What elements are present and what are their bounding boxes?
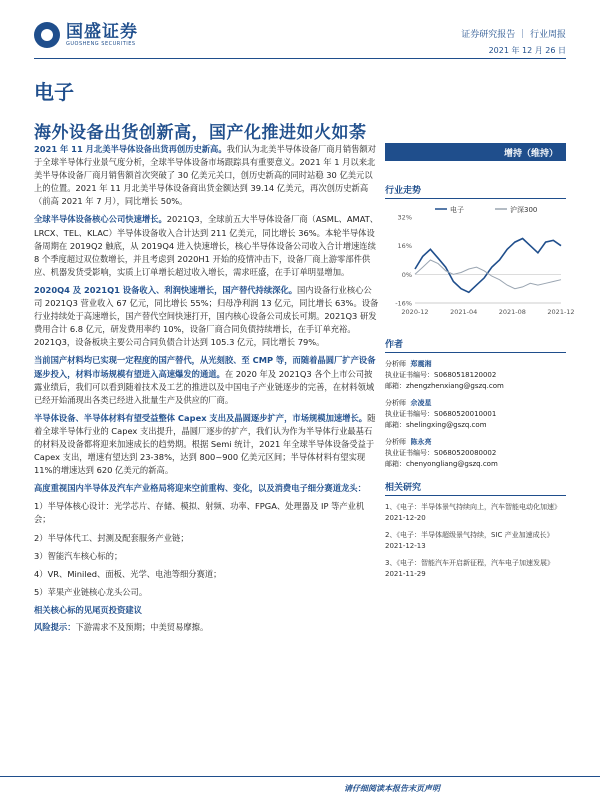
paragraph-lead: 当前国产材料均已实现一定程度的国产替代，从光刻胶、至 CMP 等，而随着晶圆厂扩产设备逐步投入，材料市场规模有望进入高速爆发的通道。 [34,355,376,379]
list-item: 1）半导体核心设计：光学芯片、存储、模拟、射频、功率、FPGA、处理器及 IP 等产业机会； [34,501,365,525]
page-footer [0,776,600,800]
list-item: 5）苹果产业链核心龙头公司。 [34,586,148,597]
analyst-email: 邮箱：zhengzhenxiang@gszq.com [385,382,504,390]
related-report[interactable]: 2、《电子：半导体超级景气持续，SIC 产业加速成长》 2021-12-13 [385,531,554,550]
legend-label: 沪深300 [510,206,538,214]
paragraph [34,482,379,495]
analyst-cert: 执业证书编号：S0680518120002 [385,371,497,379]
sidebar [385,143,575,580]
analyst-block: 分析师 佘凌星 执业证书编号：S0680520010001 邮箱：shelingxing@gszq.com [385,398,566,431]
trend-chart [385,203,575,323]
x-tick-label: 2020-12 [401,308,429,316]
x-tick-label: 2021-12 [547,308,575,316]
analyst-name: 郑震湘 [410,360,432,368]
related-targets: 相关核心标的见尾页投资建议 [34,604,142,615]
authors-heading: 作者 [385,337,566,353]
paragraph [34,213,379,278]
x-tick-label: 2021-08 [498,308,526,316]
risk-label: 风险提示： [34,622,76,632]
header-divider [34,58,566,59]
paragraph [34,354,379,406]
paragraph-lead: 2021 年 11 月北美半导体设备出货再创历史新高。 [34,144,227,154]
paragraph [34,143,379,208]
y-tick-label: -16% [395,299,412,308]
paragraph-text: 2021Q3，全球前五大半导体设备厂商（ASML、AMAT、LRCX、TEL、KLAC）半导体设备收入合计达到 211 亿美元，同比增长 36%。本轮半导体设备周期在 2019Q2 触底，从 2019Q4 进入快速增长，核心半导体设备公司收入合计增速连续 8 个季度超过双位数增长，并且考虑到 2020H1 开始的疫情冲击下，设备厂商上游零部件供应、机器发货受影响，实质上订单增长超过收入增长，需求旺盛，在手订单明显增加。 [34,214,379,277]
logo-icon [34,22,60,48]
y-tick-label: 32% [397,213,412,222]
analyst-name: 佘凌星 [410,399,432,407]
paragraph-text: 随着全球半导体行业的 Capex 支出提升，晶圆厂逐步的扩产，我们认为作为半导体行业最基石的材料及设备都将迎来加速成长的趋势期。根据 Semi 统计，2021 年全球半导体设备受益于 Capex 支出，增速有望达到 23-38%，达到 800~900 亿美元区间；半导体材料有望实现 11%的增速达到 620 亿美元的新高。 [34,412,376,476]
list-item: 4）VR、Miniled、面板、光学、电池等细分赛道； [34,568,222,579]
x-tick-label: 2021-04 [450,308,478,316]
paragraph-text: 我们认为北美半导体设备厂商月销售额对于全球半导体行业景气度分析，全球半导体设备市场跟踪具有重要意义。2021 年 1 月以来北美半导体设备厂商月销售额首次突破了 30 亿美元关口，创历史新高的同时站稳 30 亿美元以上的位置。2021 年 11 月北美半导体设备商出货金额达到 39.14 亿美元，再次创历史新高（前高 2021 年 7 月），同比增长 50%。 [34,144,377,207]
sector-title: 电子 [34,80,74,104]
risk-note [34,621,379,634]
analyst-name: 陈永亮 [410,438,432,446]
risk-text: 下游需求不及预期；中美贸易摩擦。 [75,622,209,632]
main-content [34,143,379,634]
analyst-cert: 执业证书编号：S0680520010001 [385,410,497,418]
footer-notice: 请仔细阅读本报告末页声明 [344,784,440,793]
paragraph-lead: 半导体设备、半导体材料有望受益整体 Capex 支出及晶圆逐步扩产，市场规模加速增长。 [34,412,368,423]
analyst-block: 分析师 郑震湘 执业证书编号：S0680518120002 邮箱：zhengzhenxiang@gszq.com [385,359,566,392]
paragraph-text: 国内设备行业核心公司 2021Q3 营业收入 67 亿元，同比增长 55%；归母净利润 13 亿元，同比增长 63%。设备行业持续处于高速增长，国产替代空间快速打开，国内核心设备公司成长可期。2021Q3 研发费用合计 6.8 亿元，研发费用率约 10%，设备厂商合同负债持续增长，在手订单充裕。2021Q3，设备板块主要公司合同负债合计达到 105.3 亿元，同比增长 79%。 [34,284,379,348]
legend-label: 电子 [450,206,464,214]
analyst-block: 分析师 陈永亮 执业证书编号：S0680520080002 邮箱：chenyongliang@gszq.com [385,437,566,470]
series-line [415,239,561,293]
report-title: 海外设备出货创新高，国产化推进如火如荼 [34,123,367,143]
list-item: 3）智能汽车核心标的； [34,550,123,561]
report-date: 2021 年 12 月 26 日 [488,46,566,55]
paragraph [34,284,379,349]
logo-en-text: GUOSHENG SECURITIES [66,41,136,47]
related-heading: 相关研究 [385,480,566,496]
y-tick-label: 0% [401,270,412,279]
analyst-email: 邮箱：chenyongliang@gszq.com [385,460,498,468]
analyst-email: 邮箱：shelingxing@gszq.com [385,421,487,429]
paragraph [34,412,379,477]
y-tick-label: 16% [397,242,412,251]
paragraph-lead: 高度重视国内半导体及汽车产业格局将迎来空前重构、变化，以及消费电子细分赛道龙头： [34,483,366,494]
rating-badge: 增持（维持） [385,143,566,161]
trend-heading: 行业走势 [385,183,566,199]
analyst-cert: 执业证书编号：S0680520080002 [385,449,497,457]
logo-cn-text: 国盛证券 [66,22,138,42]
list-item: 2）半导体代工、封测及配套服务产业链； [34,532,189,543]
report-type: 证券研究报告 ｜ 行业周报 [461,30,566,40]
related-report[interactable]: 1、《电子：半导体景气持续向上，汽车智能电动化加速》 2021-12-20 [385,503,561,522]
paragraph-lead: 2020Q4 及 2021Q1 设备收入、利润快速增长，国产替代持续深化。 [34,284,298,295]
related-report[interactable]: 3、《电子：智能汽车开启新征程，汽车电子加速发展》 2021-11-29 [385,559,554,578]
page-header [0,0,600,60]
company-logo [34,22,138,48]
paragraph-lead: 全球半导体设备核心公司快速增长。 [34,214,167,225]
paragraph-text: 在 2020 年及 2021Q3 各个上市公司披露业绩后，我们可以看到随着技术及工艺的推进以及中国电子产业链逐步的完善，在材料领域已经开始涌现出各类已经进入批量生产及供应的厂商。 [34,368,375,405]
